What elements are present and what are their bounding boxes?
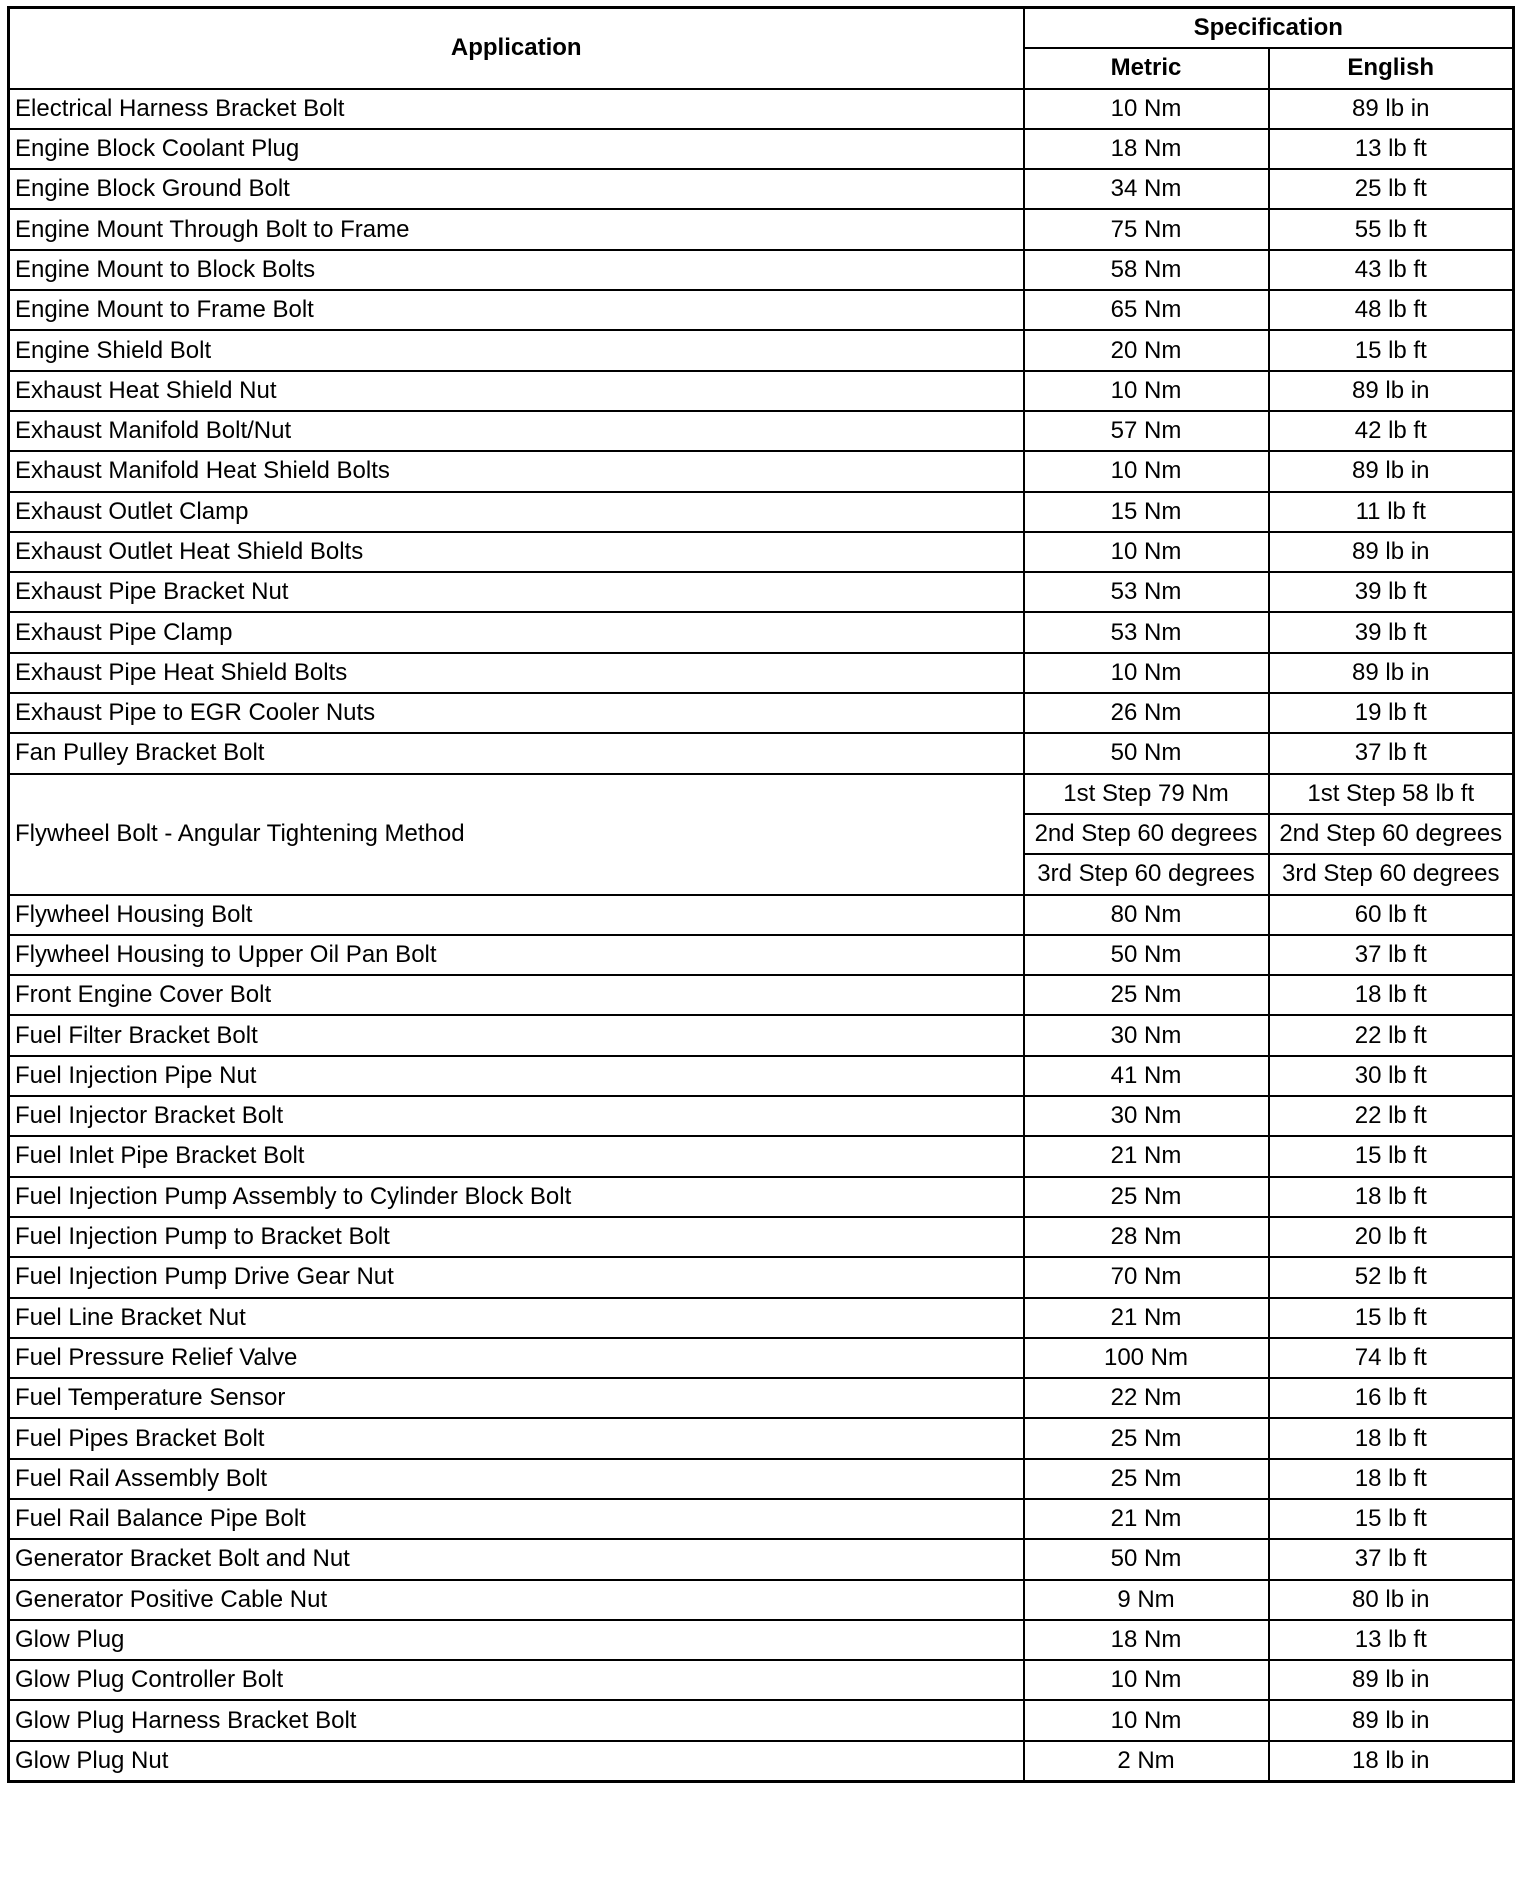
cell-application: Fuel Rail Assembly Bolt — [9, 1459, 1024, 1499]
cell-english: 15 lb ft — [1269, 1499, 1514, 1539]
cell-metric: 28 Nm — [1024, 1217, 1269, 1257]
cell-application: Exhaust Outlet Heat Shield Bolts — [9, 532, 1024, 572]
cell-english: 48 lb ft — [1269, 290, 1514, 330]
cell-metric: 21 Nm — [1024, 1298, 1269, 1338]
header-row-top — [9, 8, 1514, 49]
table-header — [9, 8, 1514, 89]
cell-metric: 41 Nm — [1024, 1056, 1269, 1096]
table-row — [9, 733, 1514, 773]
cell-application: Fuel Injection Pipe Nut — [9, 1056, 1024, 1096]
table-row — [9, 693, 1514, 733]
cell-metric: 20 Nm — [1024, 330, 1269, 370]
cell-english: 13 lb ft — [1269, 1620, 1514, 1660]
cell-metric: 10 Nm — [1024, 451, 1269, 491]
cell-english: 42 lb ft — [1269, 411, 1514, 451]
cell-application: Front Engine Cover Bolt — [9, 975, 1024, 1015]
cell-application: Engine Shield Bolt — [9, 330, 1024, 370]
cell-application: Fuel Filter Bracket Bolt — [9, 1015, 1024, 1055]
cell-application: Fuel Rail Balance Pipe Bolt — [9, 1499, 1024, 1539]
cell-application: Engine Mount to Frame Bolt — [9, 290, 1024, 330]
cell-english: 22 lb ft — [1269, 1096, 1514, 1136]
cell-metric: 9 Nm — [1024, 1580, 1269, 1620]
table-row — [9, 451, 1514, 491]
torque-spec-table — [7, 6, 1515, 1783]
cell-metric: 50 Nm — [1024, 935, 1269, 975]
table-body — [9, 89, 1514, 1782]
cell-application: Exhaust Pipe Clamp — [9, 612, 1024, 652]
cell-application: Fuel Injection Pump Drive Gear Nut — [9, 1257, 1024, 1297]
table-row — [9, 612, 1514, 652]
cell-english: 18 lb ft — [1269, 1459, 1514, 1499]
cell-english: 2nd Step 60 degrees — [1269, 814, 1514, 854]
table-row — [9, 1378, 1514, 1418]
table-row — [9, 250, 1514, 290]
table-row — [9, 290, 1514, 330]
cell-metric: 2nd Step 60 degrees — [1024, 814, 1269, 854]
cell-application: Fuel Inlet Pipe Bracket Bolt — [9, 1136, 1024, 1176]
table-row — [9, 1620, 1514, 1660]
cell-english: 74 lb ft — [1269, 1338, 1514, 1378]
cell-metric: 26 Nm — [1024, 693, 1269, 733]
header-application: Application — [9, 8, 1024, 89]
table-row — [9, 1580, 1514, 1620]
cell-metric: 21 Nm — [1024, 1136, 1269, 1176]
cell-metric: 25 Nm — [1024, 1459, 1269, 1499]
table-row — [9, 411, 1514, 451]
cell-application: Flywheel Housing Bolt — [9, 895, 1024, 935]
cell-application: Engine Mount Through Bolt to Frame — [9, 209, 1024, 249]
table-row — [9, 89, 1514, 129]
cell-metric: 50 Nm — [1024, 733, 1269, 773]
cell-english: 52 lb ft — [1269, 1257, 1514, 1297]
table-row — [9, 1499, 1514, 1539]
table-row — [9, 1459, 1514, 1499]
cell-english: 3rd Step 60 degrees — [1269, 854, 1514, 894]
cell-english: 18 lb ft — [1269, 975, 1514, 1015]
cell-english: 20 lb ft — [1269, 1217, 1514, 1257]
cell-application: Engine Block Ground Bolt — [9, 169, 1024, 209]
cell-metric: 75 Nm — [1024, 209, 1269, 249]
cell-metric: 2 Nm — [1024, 1741, 1269, 1782]
cell-application: Engine Mount to Block Bolts — [9, 250, 1024, 290]
table-row — [9, 1056, 1514, 1096]
table-row — [9, 895, 1514, 935]
cell-application: Fuel Temperature Sensor — [9, 1378, 1024, 1418]
cell-application: Fuel Injection Pump Assembly to Cylinder Block Bolt — [9, 1177, 1024, 1217]
cell-metric: 18 Nm — [1024, 129, 1269, 169]
cell-application: Exhaust Pipe Bracket Nut — [9, 572, 1024, 612]
cell-english: 89 lb in — [1269, 653, 1514, 693]
cell-english: 37 lb ft — [1269, 1539, 1514, 1579]
cell-metric: 30 Nm — [1024, 1096, 1269, 1136]
cell-metric: 53 Nm — [1024, 572, 1269, 612]
cell-english: 15 lb ft — [1269, 1136, 1514, 1176]
cell-metric: 34 Nm — [1024, 169, 1269, 209]
cell-english: 55 lb ft — [1269, 209, 1514, 249]
cell-english: 19 lb ft — [1269, 693, 1514, 733]
cell-metric: 65 Nm — [1024, 290, 1269, 330]
cell-metric: 22 Nm — [1024, 1378, 1269, 1418]
cell-english: 89 lb in — [1269, 371, 1514, 411]
cell-application: Fan Pulley Bracket Bolt — [9, 733, 1024, 773]
cell-english: 22 lb ft — [1269, 1015, 1514, 1055]
cell-english: 18 lb in — [1269, 1741, 1514, 1782]
cell-english: 43 lb ft — [1269, 250, 1514, 290]
cell-application: Exhaust Pipe to EGR Cooler Nuts — [9, 693, 1024, 733]
cell-english: 16 lb ft — [1269, 1378, 1514, 1418]
cell-metric: 50 Nm — [1024, 1539, 1269, 1579]
cell-application: Glow Plug — [9, 1620, 1024, 1660]
cell-application: Fuel Injection Pump to Bracket Bolt — [9, 1217, 1024, 1257]
cell-metric: 25 Nm — [1024, 975, 1269, 1015]
cell-application: Engine Block Coolant Plug — [9, 129, 1024, 169]
cell-metric: 10 Nm — [1024, 1700, 1269, 1740]
cell-application: Fuel Line Bracket Nut — [9, 1298, 1024, 1338]
cell-application: Fuel Pressure Relief Valve — [9, 1338, 1024, 1378]
table-row — [9, 1418, 1514, 1458]
table-row — [9, 1217, 1514, 1257]
cell-application: Exhaust Heat Shield Nut — [9, 371, 1024, 411]
table-row — [9, 129, 1514, 169]
cell-metric: 1st Step 79 Nm — [1024, 774, 1269, 814]
cell-metric: 18 Nm — [1024, 1620, 1269, 1660]
cell-metric: 25 Nm — [1024, 1418, 1269, 1458]
cell-english: 89 lb in — [1269, 532, 1514, 572]
cell-application: Exhaust Manifold Heat Shield Bolts — [9, 451, 1024, 491]
cell-metric: 21 Nm — [1024, 1499, 1269, 1539]
cell-english: 89 lb in — [1269, 1660, 1514, 1700]
cell-application: Glow Plug Controller Bolt — [9, 1660, 1024, 1700]
cell-application: Flywheel Bolt - Angular Tightening Method — [9, 774, 1024, 895]
cell-metric: 10 Nm — [1024, 371, 1269, 411]
cell-metric: 25 Nm — [1024, 1177, 1269, 1217]
cell-metric: 15 Nm — [1024, 492, 1269, 532]
table-row — [9, 1257, 1514, 1297]
cell-english: 89 lb in — [1269, 1700, 1514, 1740]
cell-metric: 10 Nm — [1024, 1660, 1269, 1700]
cell-english: 39 lb ft — [1269, 612, 1514, 652]
cell-metric: 10 Nm — [1024, 89, 1269, 129]
cell-english: 15 lb ft — [1269, 1298, 1514, 1338]
table-row — [9, 1015, 1514, 1055]
table-row — [9, 774, 1514, 814]
cell-metric: 58 Nm — [1024, 250, 1269, 290]
table-row — [9, 1338, 1514, 1378]
table-row — [9, 1539, 1514, 1579]
table-row — [9, 572, 1514, 612]
table-row — [9, 1096, 1514, 1136]
cell-english: 1st Step 58 lb ft — [1269, 774, 1514, 814]
cell-english: 30 lb ft — [1269, 1056, 1514, 1096]
cell-english: 37 lb ft — [1269, 935, 1514, 975]
table-row — [9, 330, 1514, 370]
cell-application: Flywheel Housing to Upper Oil Pan Bolt — [9, 935, 1024, 975]
table-row — [9, 371, 1514, 411]
cell-english: 18 lb ft — [1269, 1418, 1514, 1458]
cell-application: Glow Plug Harness Bracket Bolt — [9, 1700, 1024, 1740]
cell-metric: 10 Nm — [1024, 532, 1269, 572]
cell-application: Generator Bracket Bolt and Nut — [9, 1539, 1024, 1579]
header-specification: Specification — [1024, 8, 1514, 49]
cell-english: 39 lb ft — [1269, 572, 1514, 612]
cell-application: Glow Plug Nut — [9, 1741, 1024, 1782]
cell-metric: 3rd Step 60 degrees — [1024, 854, 1269, 894]
table-row — [9, 1177, 1514, 1217]
table-row — [9, 532, 1514, 572]
cell-application: Fuel Pipes Bracket Bolt — [9, 1418, 1024, 1458]
cell-metric: 70 Nm — [1024, 1257, 1269, 1297]
table-row — [9, 975, 1514, 1015]
header-metric: Metric — [1024, 48, 1269, 88]
cell-metric: 100 Nm — [1024, 1338, 1269, 1378]
cell-metric: 30 Nm — [1024, 1015, 1269, 1055]
cell-application: Electrical Harness Bracket Bolt — [9, 89, 1024, 129]
cell-english: 15 lb ft — [1269, 330, 1514, 370]
cell-application: Exhaust Outlet Clamp — [9, 492, 1024, 532]
table-row — [9, 1136, 1514, 1176]
table-row — [9, 1741, 1514, 1782]
table-row — [9, 1700, 1514, 1740]
cell-application: Exhaust Manifold Bolt/Nut — [9, 411, 1024, 451]
cell-english: 89 lb in — [1269, 89, 1514, 129]
cell-english: 25 lb ft — [1269, 169, 1514, 209]
cell-english: 11 lb ft — [1269, 492, 1514, 532]
cell-metric: 57 Nm — [1024, 411, 1269, 451]
table-row — [9, 492, 1514, 532]
cell-application: Fuel Injector Bracket Bolt — [9, 1096, 1024, 1136]
cell-english: 89 lb in — [1269, 451, 1514, 491]
cell-metric: 80 Nm — [1024, 895, 1269, 935]
cell-english: 18 lb ft — [1269, 1177, 1514, 1217]
cell-english: 60 lb ft — [1269, 895, 1514, 935]
table-row — [9, 209, 1514, 249]
table-row — [9, 653, 1514, 693]
table-row — [9, 169, 1514, 209]
table-row — [9, 1660, 1514, 1700]
cell-metric: 10 Nm — [1024, 653, 1269, 693]
table-row — [9, 935, 1514, 975]
cell-application: Exhaust Pipe Heat Shield Bolts — [9, 653, 1024, 693]
table-row — [9, 1298, 1514, 1338]
cell-application: Generator Positive Cable Nut — [9, 1580, 1024, 1620]
cell-english: 37 lb ft — [1269, 733, 1514, 773]
header-english: English — [1269, 48, 1514, 88]
cell-metric: 53 Nm — [1024, 612, 1269, 652]
cell-english: 80 lb in — [1269, 1580, 1514, 1620]
cell-english: 13 lb ft — [1269, 129, 1514, 169]
